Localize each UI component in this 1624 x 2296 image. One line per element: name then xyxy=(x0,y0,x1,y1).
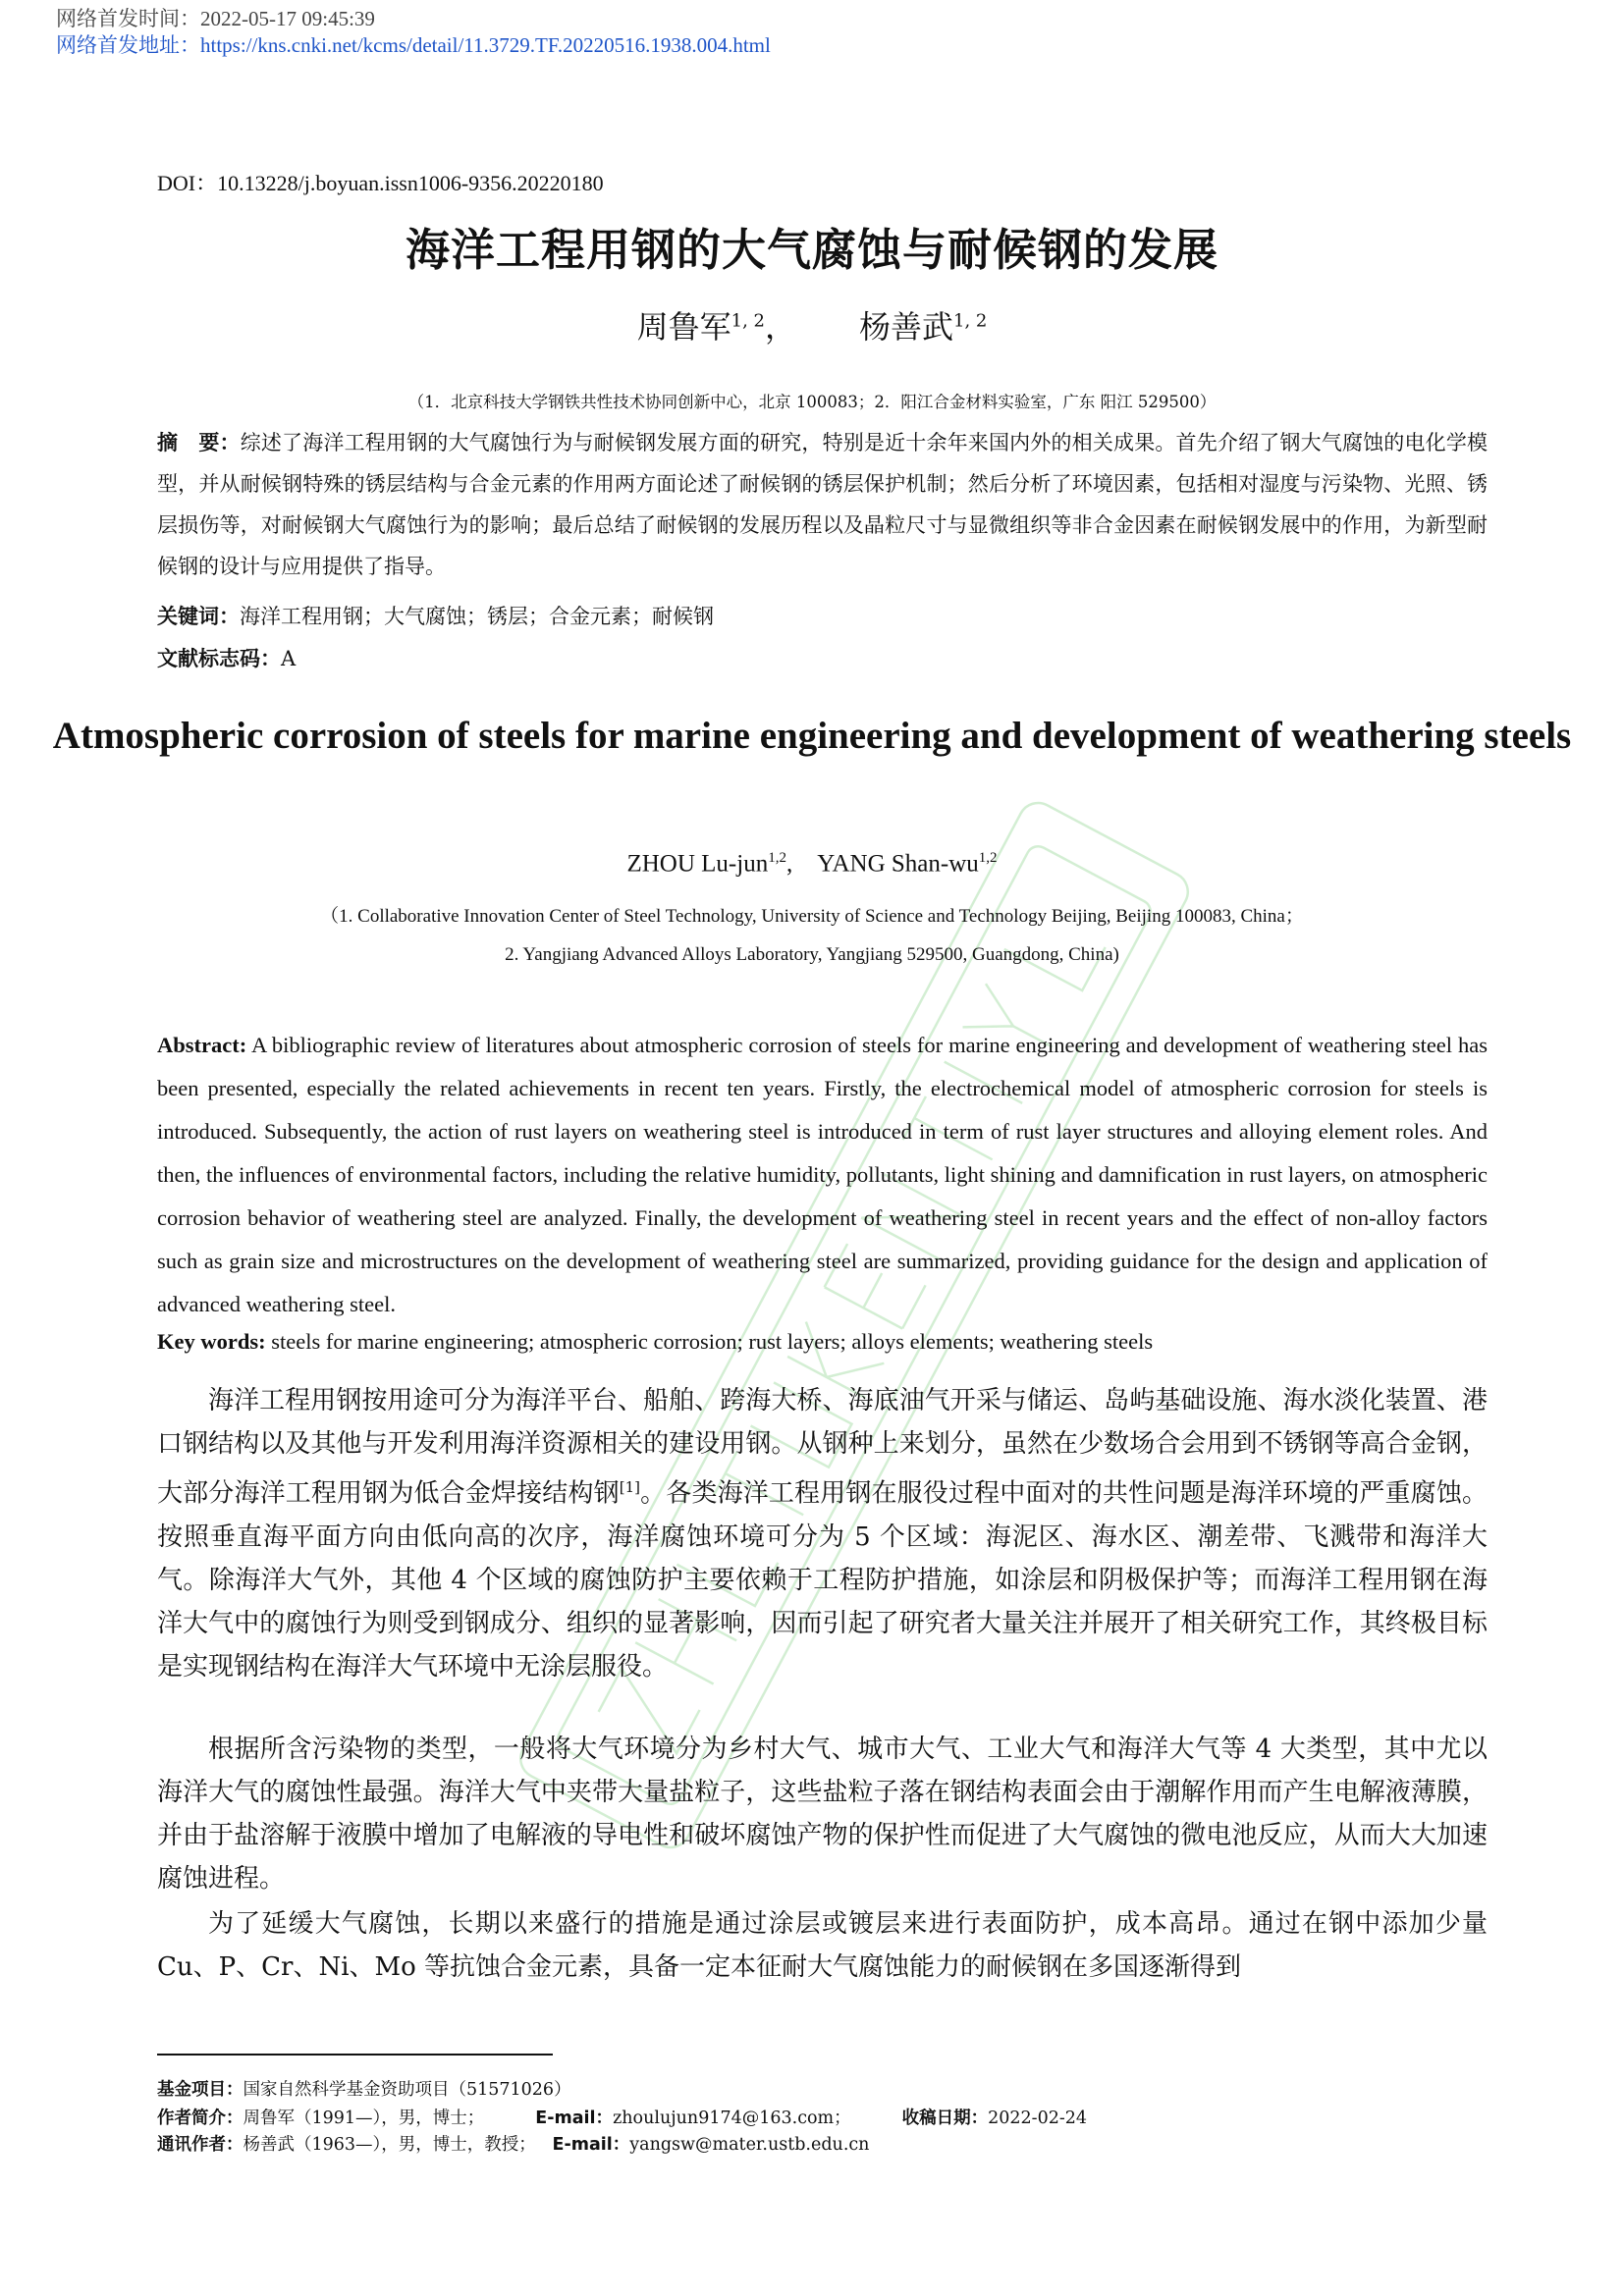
author-cn-2-aff: 1, 2 xyxy=(953,310,988,332)
citation-ref[interactable]: [1] xyxy=(619,1478,640,1496)
footnote-corresponding xyxy=(157,2134,1488,2156)
title-en: Atmospheric corrosion of steels for marine engineering and development of weathering steels xyxy=(52,715,1572,757)
author-bio-label: 作者简介： xyxy=(157,2109,244,2128)
publish-url-line xyxy=(56,32,771,58)
document-code xyxy=(157,638,1488,679)
abstract-cn xyxy=(157,422,1488,587)
abstract-en xyxy=(157,1024,1488,1326)
author-email-label: E-mail： xyxy=(535,2109,614,2128)
authors-en: ZHOU Lu-jun$^{1,2}$, YANG Shan-wu$^{1,2}$ xyxy=(626,850,998,878)
publish-time: 2022-05-17 09:45:39 xyxy=(200,7,375,30)
author-en-1: ZHOU Lu-jun xyxy=(626,850,769,878)
keywords-en-label: Key words: xyxy=(157,1329,266,1354)
authors-cn: 周鲁军$^{1, 2}$， 杨善武$^{1, 2}$ xyxy=(636,308,988,346)
abstract-en-label: Abstract: xyxy=(157,1033,247,1057)
author-en-2: YANG Shan-wu xyxy=(817,850,979,878)
document-code-label: 文献标志码： xyxy=(157,647,281,670)
fund-text: 国家自然科学基金资助项目（51571026） xyxy=(243,2080,571,2100)
footnote-fund xyxy=(157,2079,1488,2101)
author-bio-text: 周鲁军（1991—），男，博士； xyxy=(243,2109,485,2128)
body-paragraph-2: 根据所含污染物的类型，一般将大气环境分为乡村大气、城市大气、工业大气和海洋大气等 4 大类型，其中尤以海洋大气的腐蚀性最强。海洋大气中夹带大量盐粒子，这些盐粒子落在钢结构表面会由于潮解作用而产生电解液薄膜，并由于盐溶解于液膜中增加了电解液的导电性和破坏腐蚀产物的保护性而促进了大气腐蚀的微电池反应，从而大大加速腐蚀进程。 xyxy=(157,1735,1488,1894)
affiliation-en-2: 2. Yangjiang Advanced Alloys Laboratory, Yangjiang 529500, Guangdong, China) xyxy=(505,944,1119,965)
body-paragraph-1-part-b: 。各类海洋工程用钢在服役过程中面对的共性问题是海洋环境的严重腐蚀。按照垂直海平面方向由低向高的次序，海洋腐蚀环境可分为 5 个区域：海泥区、海水区、潮差带、飞溅带和海洋大气。除海洋大气外，其他 4 个区域的腐蚀防护主要依赖于工程防护措施，如涂层和阴极保护等；而海洋工程用钢在海洋大气中的腐蚀行为则受到钢成分、组织的显著影响，因而引起了研究者大量关注并展开了相关研究工作，其终极目标是实现钢结构在海洋大气环境中无涂层服役。 xyxy=(157,1478,1488,1682)
publish-url-label: 网络首发地址： xyxy=(56,33,200,57)
abstract-cn-label: 摘 要： xyxy=(157,431,241,454)
abstract-cn-text: 综述了海洋工程用钢的大气腐蚀行为与耐候钢发展方面的研究，特别是近十余年来国内外的相关成果。首先介绍了钢大气腐蚀的电化学模型，并从耐候钢特殊的锈层结构与合金元素的作用两方面论述了耐候钢的锈层保护机制；然后分析了环境因素，包括相对湿度与污染物、光照、锈层损伤等，对耐候钢大气腐蚀行为的影响；最后总结了耐候钢的发展历程以及晶粒尺寸与显微组织等非合金因素在耐候钢发展中的作用，为新型耐候钢的设计与应用提供了指导。 xyxy=(157,431,1488,578)
affiliation-en-1: （1. Collaborative Innovation Center of Steel Technology, University of Science and Technology Beijing, Beijing 100083, China； xyxy=(320,906,1304,927)
author-en-1-aff: 1,2 xyxy=(768,850,786,866)
abstract-en-text: A bibliographic review of literatures about atmospheric corrosion of steels for marine engineering and development of weathering steel has been presented, especially the related achievements in recent ten years. Firstly, the electrochemical model of atmospheric corrosion for steels is introduced. Subsequently, the action of rust layers on weathering steel is introduced in term of rust layer structures and alloying element roles. And then, the influences of environmental factors, including the relative humidity, pollutants, light shining and damnification in rust layers, on atmospheric corrosion behavior of weathering steel are analyzed. Finally, the development of weathering steel in recent years and the effect of non-alloy factors such as grain size and microstructures on the development of weathering steel are summarized, providing guidance for the design and application of advanced weathering steel. xyxy=(157,1033,1488,1316)
body-paragraph-3: 为了延缓大气腐蚀，长期以来盛行的措施是通过涂层或镀层来进行表面防护，成本高昂。通过在钢中添加少量 Cu、P、Cr、Ni、Mo 等抗蚀合金元素，具备一定本征耐大气腐蚀能力的耐候钢在多国逐渐得到 xyxy=(157,1909,1488,1982)
body-paragraph-1 xyxy=(157,1379,1488,1688)
keywords-en-text: steels for marine engineering; atmospheric corrosion; rust layers; alloys elements; weathering steels xyxy=(271,1329,1154,1354)
author-cn-1: 周鲁军 xyxy=(636,308,731,346)
footnote-author xyxy=(157,2108,1488,2129)
corresponding-label: 通讯作者： xyxy=(157,2135,244,2155)
corresponding-email[interactable]: yangsw@mater.ustb.edu.cn xyxy=(629,2135,870,2155)
corresponding-text: 杨善武（1963—），男，博士，教授； xyxy=(243,2135,536,2155)
keywords-cn-text: 海洋工程用钢；大气腐蚀；锈层；合金元素；耐候钢 xyxy=(240,605,714,628)
doi: DOI：10.13228/j.boyuan.issn1006-9356.20220180 xyxy=(157,171,604,195)
document-code-value: A xyxy=(281,647,297,670)
received-date: 2022-02-24 xyxy=(988,2109,1088,2128)
author-email[interactable]: zhoulujun9174@163.com； xyxy=(613,2109,851,2128)
publish-time-label: 网络首发时间： xyxy=(56,7,200,30)
corresponding-email-label: E-mail： xyxy=(552,2135,630,2155)
affiliations-cn: （1．北京科技大学钢铁共性技术协同创新中心，北京 100083；2．阳江合金材料实验室，广东 阳江 529500） xyxy=(407,393,1217,411)
publish-time-line xyxy=(56,6,375,31)
footnote-divider xyxy=(157,2054,553,2056)
body-paragraph-1-part-a: 海洋工程用钢按用途可分为海洋平台、船舶、跨海大桥、海底油气开采与储运、岛屿基础设施、海水淡化装置、港口钢结构以及其他与开发利用海洋资源相关的建设用钢。从钢种上来划分，虽然在少数场合会用到不锈钢等高合金钢，大部分海洋工程用钢为低合金焊接结构钢 xyxy=(157,1386,1488,1509)
keywords-cn xyxy=(157,596,1488,637)
fund-label: 基金项目： xyxy=(157,2080,244,2100)
author-cn-2: 杨善武 xyxy=(859,308,954,346)
received-date-label: 收稿日期： xyxy=(901,2109,989,2128)
publish-url-link[interactable]: https://kns.cnki.net/kcms/detail/11.3729.TF.20220516.1938.004.html xyxy=(200,33,771,57)
keywords-en xyxy=(157,1327,1488,1357)
author-en-2-aff: 1,2 xyxy=(978,850,998,866)
keywords-cn-label: 关键词： xyxy=(157,605,240,628)
author-cn-1-aff: 1, 2 xyxy=(731,310,765,332)
title-cn: 海洋工程用钢的大气腐蚀与耐候钢的发展 xyxy=(405,224,1218,276)
